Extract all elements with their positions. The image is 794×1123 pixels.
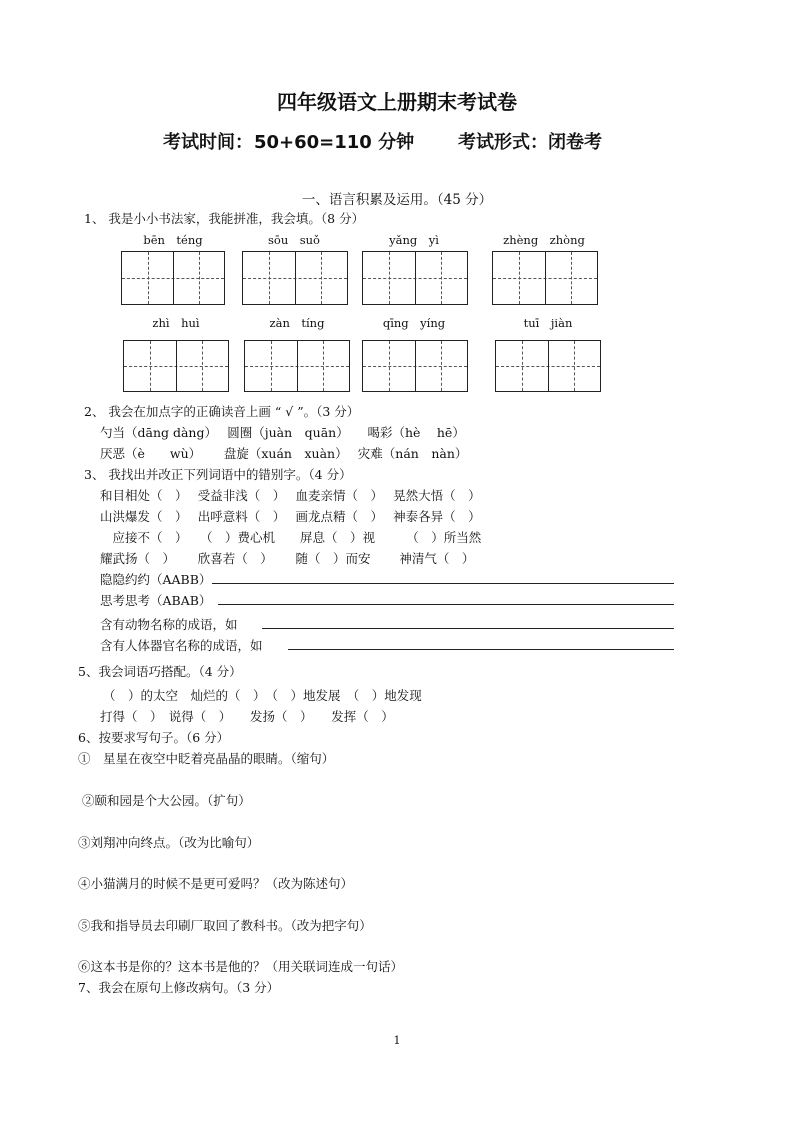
question-5-prompt: 5、我会词语巧搭配。（4 分）: [78, 664, 242, 679]
tianzige-box[interactable]: [244, 340, 350, 392]
tianzige-box[interactable]: [362, 251, 468, 305]
exam-time-value: 50+60=110 分钟: [254, 132, 415, 153]
tianzige-box[interactable]: [362, 340, 468, 392]
question-3-line: 应接不（ ） （ ）费心机 屏息（ ）视 （ ）所当然: [100, 530, 482, 545]
tianzige-box[interactable]: [492, 251, 598, 305]
exam-form: 考试形式：闭卷考: [458, 132, 602, 153]
answer-line[interactable]: [288, 649, 674, 650]
pinyin-label: zhèng zhòng: [503, 233, 585, 247]
tianzige-box[interactable]: [242, 251, 348, 305]
tianzige-box[interactable]: [123, 340, 229, 392]
question-6-item: ⑤我和指导员去印刷厂取回了教科书。（改为把字句）: [78, 918, 372, 933]
question-6-item: ④小猫满月的时候不是更可爱吗？（改为陈述句）: [78, 876, 354, 891]
pinyin-label: sōu suǒ: [268, 233, 320, 247]
answer-line[interactable]: [212, 583, 674, 584]
question-6-item: ②颐和园是个大公园。（扩句）: [82, 793, 251, 808]
page-title: 四年级语文上册期末考试卷: [277, 90, 517, 114]
question-3-prompt: 3、 我找出并改正下列词语中的错别字。（4 分）: [84, 467, 352, 482]
question-3-line: 和目相处（ ） 受益非浅（ ） 血麦亲情（ ） 晃然大悟（ ）: [100, 488, 481, 503]
question-6-prompt: 6、按要求写句子。（6 分）: [78, 730, 230, 745]
pinyin-label: bēn téng: [143, 233, 203, 247]
question-1-prompt: 1、 我是小小书法家，我能拼准，我会填。（8 分）: [84, 211, 365, 226]
question-6-item: ⑥这本书是你的？这本书是他的？（用关联词连成一句话）: [78, 959, 404, 974]
answer-line[interactable]: [262, 628, 674, 629]
fill-label: 含有动物名称的成语，如: [100, 617, 238, 632]
exam-time-label: 考试时间：: [163, 132, 253, 153]
pinyin-label: yǎng yì: [389, 233, 439, 247]
pinyin-label: zàn tíng: [269, 316, 325, 330]
question-5-line: 打得（ ） 说得（ ） 发扬（ ） 发挥（ ）: [100, 709, 394, 724]
pinyin-label: tuī jiàn: [523, 316, 573, 330]
answer-line[interactable]: [218, 604, 674, 605]
tianzige-box[interactable]: [121, 251, 225, 305]
question-2-line: 厌恶（è wù） 盘旋（xuán xuàn） 灾难（nán nàn）: [100, 446, 468, 461]
page-number: 1: [393, 1034, 401, 1047]
question-7-prompt: 7、我会在原句上修改病句。（3 分）: [78, 980, 280, 995]
fill-label: 隐隐约约（AABB）: [100, 572, 212, 587]
question-2-line: 勺当（dāng dàng） 圆圈（juàn quān） 喝彩（hè hē）: [100, 425, 465, 440]
section-title: 一、语言积累及运用。（45 分）: [301, 192, 493, 208]
pinyin-label: qīng yíng: [382, 316, 446, 330]
question-3-line: 耀武扬（ ） 欣喜若（ ） 随（ ）而安 神清气（ ）: [100, 551, 475, 566]
question-6-item: ③刘翔冲向终点。（改为比喻句）: [78, 835, 260, 850]
question-3-line: 山洪爆发（ ） 出呼意料（ ） 画龙点精（ ） 神泰各异（ ）: [100, 509, 481, 524]
fill-label: 思考思考（ABAB）: [100, 593, 212, 608]
question-2-prompt: 2、 我会在加点字的正确读音上画 “ √ ”。（3 分）: [84, 404, 360, 419]
question-6-item: ① 星星在夜空中眨着亮晶晶的眼睛。（缩句）: [78, 751, 335, 766]
tianzige-box[interactable]: [495, 340, 601, 392]
fill-label: 含有人体器官名称的成语，如: [100, 638, 263, 653]
question-5-line: （ ）的太空 灿烂的（ ） （ ）地发展 （ ）地发现: [103, 688, 422, 703]
pinyin-label: zhì huì: [152, 316, 200, 330]
